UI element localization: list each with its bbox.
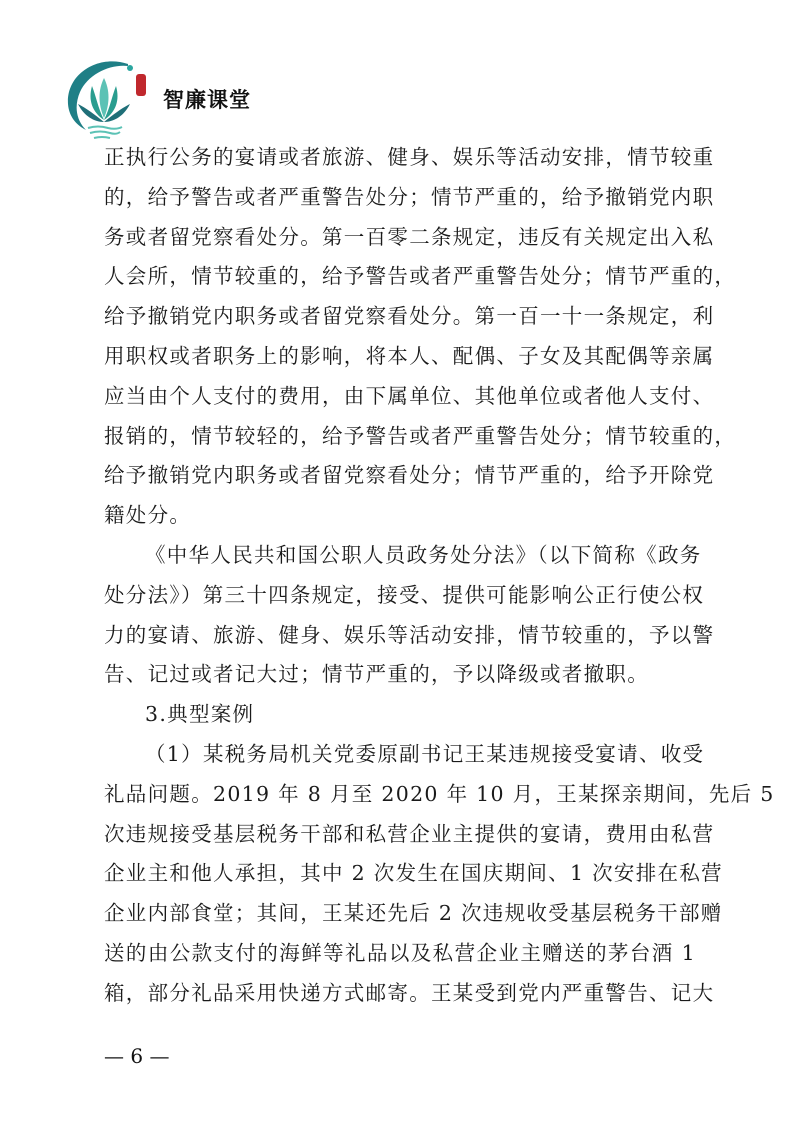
text-line: 礼品问题。2019 年 8 月至 2020 年 10 月，王某探亲期间，先后 5 bbox=[104, 781, 775, 806]
text-line: 送的由公款支付的海鲜等礼品以及私营企业主赠送的茅台酒 1 bbox=[104, 940, 696, 965]
text-line: 企业内部食堂；其间，王某还先后 2 次违规收受基层税务干部赠 bbox=[104, 901, 723, 926]
text-line: 给予撤销党内职务或者留党察看处分；情节严重的，给予开除党 bbox=[104, 463, 715, 488]
text-line: 正执行公务的宴请或者旅游、健身、娱乐等活动安排，情节较重 bbox=[104, 145, 715, 169]
text-line: 力的宴请、旅游、健身、娱乐等活动安排，情节较重的，予以警 bbox=[104, 622, 715, 647]
text-line: 处分法》）第三十四条规定，接受、提供可能影响公正行使公权 bbox=[104, 582, 705, 607]
text-line: 用职权或者职务上的影响，将本人、配偶、子女及其配偶等亲属 bbox=[104, 343, 715, 368]
header-logo bbox=[58, 56, 258, 146]
text-line: 《中华人民共和国公职人员政务处分法》（以下简称《政务 bbox=[145, 542, 702, 567]
page-number: — 6 — bbox=[104, 1044, 170, 1068]
text-line: 人会所，情节较重的，给予警告或者严重警告处分；情节严重的， bbox=[104, 264, 737, 289]
logo-title: 智廉课堂 bbox=[163, 88, 251, 112]
lotus-logo-icon bbox=[58, 56, 150, 142]
text-line: 次违规接受基层税务干部和私营企业主提供的宴请，费用由私营 bbox=[104, 821, 715, 846]
text-line: 企业主和他人承担，其中 2 次发生在国庆期间、1 次安排在私营 bbox=[104, 861, 723, 886]
text-line: 箱，部分礼品采用快递方式邮寄。王某受到党内严重警告、记大 bbox=[104, 980, 715, 1005]
text-line: 务或者留党察看处分。第一百零二条规定，违反有关规定出入私 bbox=[104, 224, 715, 249]
text-line: 籍处分。 bbox=[104, 503, 192, 528]
text-line: 给予撤销党内职务或者留党察看处分。第一百一十一条规定，利 bbox=[104, 304, 715, 329]
text-line: 告、记过或者记大过；情节严重的，予以降级或者撤职。 bbox=[104, 662, 649, 687]
text-line: 应当由个人支付的费用，由下属单位、其他单位或者他人支付、 bbox=[104, 383, 715, 408]
text-line: 3.典型案例 bbox=[145, 702, 255, 727]
text-line: （1）某税务局机关党委原副书记王某违规接受宴请、收受 bbox=[145, 741, 705, 766]
text-line: 报销的，情节较轻的，给予警告或者严重警告处分；情节较重的， bbox=[104, 423, 737, 448]
text-line: 的，给予警告或者严重警告处分；情节严重的，给予撤销党内职 bbox=[104, 184, 715, 209]
document-body bbox=[104, 142, 775, 1018]
